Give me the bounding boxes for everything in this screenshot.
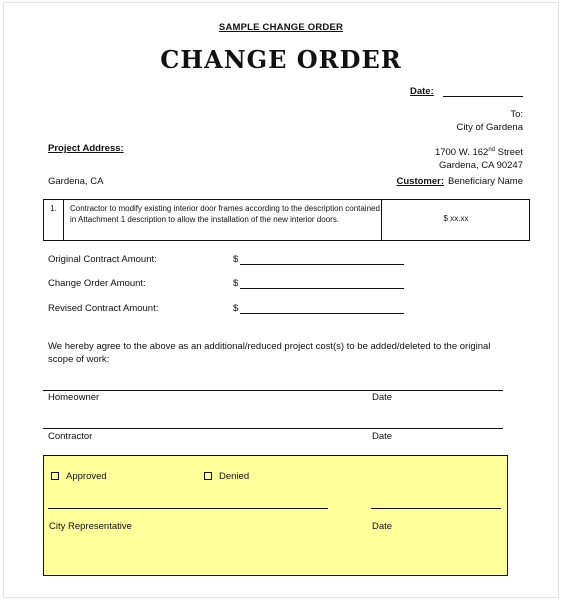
- recipient-street: [435, 144, 523, 160]
- original-amount-label: Original Contract Amount:: [48, 254, 157, 265]
- original-amount-field[interactable]: [240, 264, 404, 265]
- street-suffix: Street: [495, 147, 523, 159]
- line-item-table: [43, 199, 530, 241]
- revised-amount-label: Revised Contract Amount:: [48, 303, 159, 314]
- revised-amount-field[interactable]: [240, 313, 404, 314]
- customer-field: [397, 176, 524, 187]
- page-title: CHANGE ORDER: [160, 45, 402, 74]
- sample-title: SAMPLE CHANGE ORDER: [218, 22, 344, 33]
- contractor-date-label: Date: [372, 431, 393, 442]
- change-amount-currency: $: [233, 278, 239, 289]
- original-amount-currency: $: [233, 254, 239, 265]
- to-label: To:: [510, 109, 523, 120]
- change-amount-label: Change Order Amount:: [48, 278, 146, 289]
- approval-box: [43, 455, 508, 576]
- city-rep-signature-line[interactable]: [48, 508, 328, 509]
- street-prefix: 1700 W. 162: [434, 147, 489, 159]
- homeowner-date-label: Date: [372, 392, 393, 403]
- item-number: 1.: [44, 200, 64, 240]
- recipient-block: [435, 109, 523, 172]
- project-city: Gardena, CA: [48, 176, 104, 187]
- city-rep-date-line[interactable]: [371, 508, 501, 509]
- city-rep-date-label: Date: [372, 521, 393, 532]
- recipient-city: Gardena, CA 90247: [439, 159, 523, 171]
- approved-label: Approved: [66, 471, 107, 482]
- item-description: Contractor to modify existing interior door frames according to the description contained in Attachment 1 description to allow the installation of the new interior doors.: [70, 204, 380, 224]
- customer-value: Beneficiary Name: [448, 176, 523, 187]
- project-address-label: Project Address:: [48, 143, 124, 154]
- customer-label: Customer:: [396, 176, 445, 187]
- homeowner-label: Homeowner: [48, 392, 100, 403]
- denied-checkbox[interactable]: [204, 472, 212, 480]
- date-label: Date:: [410, 86, 434, 97]
- contractor-label: Contractor: [48, 431, 93, 442]
- denied-label: Denied: [219, 471, 250, 482]
- street-sup: nd: [488, 147, 495, 153]
- contractor-signature-line[interactable]: [43, 428, 503, 429]
- change-amount-field[interactable]: [240, 288, 404, 289]
- recipient-name: City of Gardena: [456, 121, 523, 133]
- revised-amount-currency: $: [233, 303, 239, 314]
- agreement-text: We hereby agree to the above as an additional/reduced project cost(s) to be added/deleted to the original scope of work:: [48, 341, 491, 365]
- date-line: [443, 96, 523, 97]
- homeowner-signature-line[interactable]: [43, 390, 503, 391]
- approved-checkbox[interactable]: [51, 472, 59, 480]
- item-amount: $ xx.xx: [443, 214, 469, 223]
- city-rep-label: City Representative: [49, 521, 132, 532]
